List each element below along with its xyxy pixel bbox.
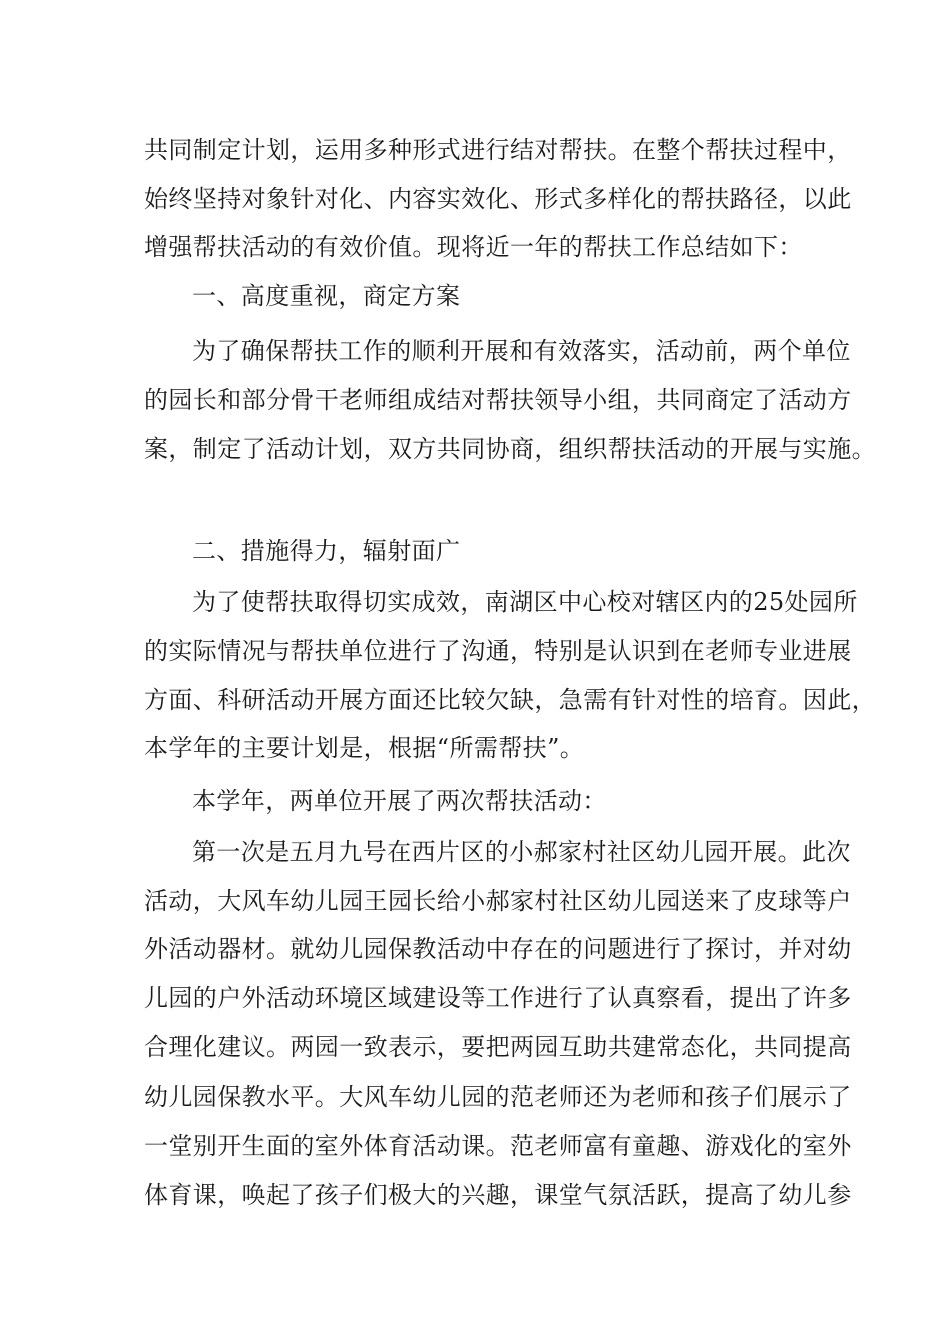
paragraph-line: 方面、科研活动开展方面还比较欠缺，急需有针对性的培育。因此， xyxy=(144,686,876,714)
section-heading: 一、高度重视，商定方案 xyxy=(192,282,461,310)
paragraph-line: 儿园的户外活动环境区域建设等工作进行了认真察看，提出了许多 xyxy=(144,984,852,1012)
paragraph-line: 体育课，唤起了孩子们极大的兴趣，课堂气氛活跃，提高了幼儿参 xyxy=(144,1181,852,1209)
section-heading: 二、措施得力，辐射面广 xyxy=(192,537,461,565)
paragraph-line: 幼儿园保教水平。大风车幼儿园的范老师还为老师和孩子们展示了 xyxy=(144,1083,852,1111)
paragraph-line: 共同制定计划，运用多种形式进行结对帮扶。在整个帮扶过程中， xyxy=(144,136,852,164)
paragraph-line: 的实际情况与帮扶单位进行了沟通，特别是认识到在老师专业进展 xyxy=(144,637,852,665)
paragraph-line: 本学年，两单位开展了两次帮扶活动： xyxy=(192,787,607,815)
paragraph-line: 的园长和部分骨干老师组成结对帮扶领导小组，共同商定了活动方 xyxy=(144,386,852,414)
paragraph-line: 活动，大风车幼儿园王园长给小郝家村社区幼儿园送来了皮球等户 xyxy=(144,887,852,915)
paragraph-line: 始终坚持对象针对化、内容实效化、形式多样化的帮扶路径，以此 xyxy=(144,185,852,213)
paragraph-line: 第一次是五月九号在西片区的小郝家村社区幼儿园开展。此次 xyxy=(192,838,851,866)
paragraph-line: 案，制定了活动计划，双方共同协商，组织帮扶活动的开展与实施。 xyxy=(144,435,876,463)
paragraph-line: 一堂别开生面的室外体育活动课。范老师富有童趣、游戏化的室外 xyxy=(144,1132,852,1160)
paragraph-line: 本学年的主要计划是，根据“所需帮扶”。 xyxy=(144,734,585,762)
paragraph-line: 外活动器材。就幼儿园保教活动中存在的问题进行了探讨，并对幼 xyxy=(144,935,852,963)
paragraph-line: 增强帮扶活动的有效价值。现将近一年的帮扶工作总结如下： xyxy=(144,233,803,261)
paragraph-line: 合理化建议。两园一致表示，要把两园互助共建常态化，共同提高 xyxy=(144,1033,852,1061)
paragraph-line: 为了使帮扶取得切实成效，南湖区中心校对辖区内的25处园所 xyxy=(192,588,858,616)
paragraph-line: 为了确保帮扶工作的顺利开展和有效落实，活动前，两个单位 xyxy=(192,337,851,365)
